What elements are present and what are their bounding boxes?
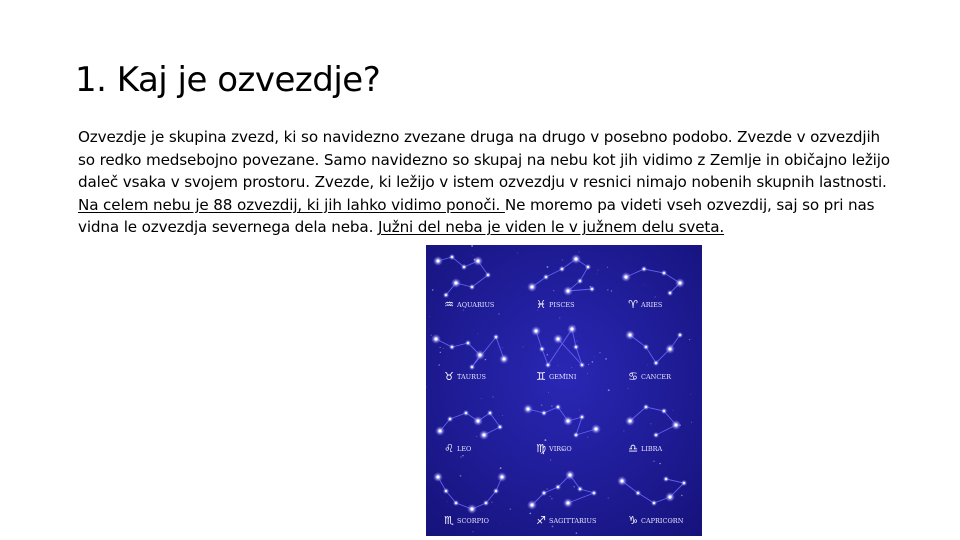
star xyxy=(663,272,665,274)
background-star xyxy=(517,253,518,254)
star xyxy=(663,410,665,412)
background-star xyxy=(550,496,551,497)
background-star xyxy=(588,364,589,365)
background-star xyxy=(440,352,441,353)
background-star xyxy=(605,358,607,360)
background-star xyxy=(562,260,563,261)
background-star xyxy=(573,486,575,488)
zodiac-constellations-image xyxy=(426,245,702,536)
star xyxy=(451,256,453,258)
background-star xyxy=(608,498,609,499)
star xyxy=(471,286,473,288)
background-star xyxy=(576,532,577,533)
star xyxy=(581,364,583,366)
background-star xyxy=(553,290,554,291)
body-paragraph xyxy=(78,126,890,239)
star xyxy=(683,482,685,484)
zodiac-glyph-icon: ♊ xyxy=(536,370,546,383)
background-star xyxy=(460,475,462,477)
background-star xyxy=(577,341,578,342)
star xyxy=(643,268,645,270)
background-star xyxy=(485,359,487,361)
background-star xyxy=(689,339,690,340)
background-star xyxy=(438,364,440,366)
background-star xyxy=(498,313,500,315)
paragraph-sentence-3: Ne moremo pa videti vseh ozvezdij, saj so pri nas vidna le ozvezdja severnega dela neba. xyxy=(78,195,875,237)
star xyxy=(479,354,482,357)
paragraph-underlined-88-constellations: Na celem nebu je 88 ozvezdij, ki jih lahko vidimo ponoči. xyxy=(78,195,505,214)
star xyxy=(655,434,657,436)
star xyxy=(463,266,465,268)
background-star xyxy=(544,439,546,441)
star xyxy=(437,260,440,263)
background-star xyxy=(579,251,580,252)
star xyxy=(471,366,473,368)
star xyxy=(445,490,447,492)
background-star xyxy=(547,266,549,268)
star xyxy=(541,348,543,350)
background-star xyxy=(548,392,549,393)
star xyxy=(545,276,547,278)
zodiac-label: ARIES xyxy=(641,301,663,309)
star xyxy=(621,480,624,483)
background-star xyxy=(592,361,594,363)
star xyxy=(477,420,480,423)
zodiac-label: PISCES xyxy=(549,301,575,309)
star xyxy=(587,266,589,268)
star xyxy=(437,476,440,479)
background-star xyxy=(431,334,432,335)
star xyxy=(571,328,574,331)
zodiac-label: SCORPIO xyxy=(457,517,489,525)
star xyxy=(543,412,545,414)
zodiac-glyph-icon: ♎ xyxy=(628,442,638,455)
background-star xyxy=(571,367,572,368)
star xyxy=(501,476,504,479)
star xyxy=(489,412,491,414)
background-star xyxy=(558,365,559,366)
star xyxy=(543,492,545,494)
background-star xyxy=(647,365,648,366)
background-star xyxy=(611,290,612,291)
background-star xyxy=(655,296,656,297)
star xyxy=(495,336,497,338)
background-star xyxy=(607,267,608,268)
star xyxy=(499,426,501,428)
background-star xyxy=(561,408,562,409)
background-star xyxy=(432,289,434,291)
background-star xyxy=(502,415,503,416)
zodiac-label: VIRGO xyxy=(549,445,572,453)
background-star xyxy=(502,347,503,348)
star xyxy=(483,434,486,437)
zodiac-label: CAPRICORN xyxy=(641,517,684,525)
star xyxy=(561,268,563,270)
star xyxy=(455,282,458,285)
star xyxy=(653,502,655,504)
zodiac-label: GEMINI xyxy=(549,373,577,381)
star xyxy=(593,492,595,494)
star xyxy=(581,416,583,418)
title-text: Kaj je ozvezdje? xyxy=(116,60,381,100)
background-star xyxy=(500,467,502,469)
star xyxy=(435,338,438,341)
background-star xyxy=(672,410,673,411)
star xyxy=(625,276,628,279)
star xyxy=(645,406,647,408)
star xyxy=(557,406,559,408)
star xyxy=(495,490,497,492)
zodiac-glyph-icon: ♍ xyxy=(536,442,546,455)
paragraph-sentence-1: Ozvezdje je skupina zvezd, ki so navidezno zvezane druga na drugo v posebno podobo. Zvezde v ozvezdjih so redko medsebojno povezane. Samo navidezno so skupaj na nebu kot jih vidimo z Zemlje in običajno ležijo daleč vsaka v svojem prostoru. Zvezde, ki ležijo v istem ozvezdju v resnici nimajo nobenih skupnih lastnosti. xyxy=(78,128,890,192)
star xyxy=(439,430,442,433)
star xyxy=(669,348,672,351)
zodiac-glyph-icon: ♐ xyxy=(536,514,546,527)
star xyxy=(637,492,639,494)
star xyxy=(567,502,570,505)
star xyxy=(579,280,581,282)
zodiac-label: SAGITTARIUS xyxy=(549,517,597,525)
background-star xyxy=(597,274,598,275)
background-star xyxy=(547,354,548,355)
star xyxy=(531,504,534,507)
star xyxy=(451,346,453,348)
background-star xyxy=(594,356,595,357)
background-star xyxy=(653,461,654,462)
background-star xyxy=(691,422,692,423)
background-star xyxy=(587,373,588,374)
star xyxy=(665,478,667,480)
background-star xyxy=(460,456,462,458)
background-star xyxy=(546,488,547,489)
star xyxy=(629,420,632,423)
star xyxy=(503,358,506,361)
background-star xyxy=(599,352,600,353)
star xyxy=(567,290,570,293)
background-star xyxy=(472,531,473,532)
title-number: 1. xyxy=(75,60,107,100)
star xyxy=(449,418,451,420)
zodiac-label: LEO xyxy=(457,445,472,453)
star xyxy=(575,258,578,261)
background-star xyxy=(440,347,441,348)
zodiac-label: TAURUS xyxy=(457,373,486,381)
zodiac-glyph-icon: ♓ xyxy=(536,298,546,311)
zodiac-glyph-icon: ♑ xyxy=(628,514,638,527)
background-star xyxy=(681,495,683,497)
star xyxy=(557,338,560,341)
zodiac-glyph-icon: ♒ xyxy=(444,298,454,311)
background-star xyxy=(481,398,482,399)
star xyxy=(547,364,549,366)
paragraph-underlined-southern-sky: Južni del neba je viden le v južnem delu sveta. xyxy=(377,218,725,237)
star xyxy=(655,362,657,364)
star xyxy=(477,260,480,263)
star xyxy=(487,274,489,276)
zodiac-glyph-icon: ♌ xyxy=(444,442,454,455)
zodiac-label: CANCER xyxy=(641,373,671,381)
star xyxy=(471,508,474,511)
star xyxy=(527,408,530,411)
background-star xyxy=(477,333,478,334)
zodiac-glyph-icon: ♏ xyxy=(444,514,454,527)
star xyxy=(575,346,577,348)
star xyxy=(485,502,487,504)
zodiac-glyph-icon: ♈ xyxy=(628,298,638,311)
star xyxy=(531,286,534,289)
background-star xyxy=(476,436,477,437)
background-star xyxy=(623,431,624,432)
background-star xyxy=(551,405,553,407)
star xyxy=(569,474,572,477)
star xyxy=(591,288,593,290)
star xyxy=(455,502,457,504)
background-star xyxy=(492,396,493,397)
star xyxy=(579,488,581,490)
star xyxy=(535,330,538,333)
background-star xyxy=(690,394,691,395)
star xyxy=(679,282,682,285)
background-star xyxy=(491,502,492,503)
background-star xyxy=(529,513,531,515)
background-star xyxy=(429,316,430,317)
star xyxy=(557,486,559,488)
background-star xyxy=(510,508,511,509)
zodiac-label: LIBRA xyxy=(641,445,663,453)
zodiac-glyph-icon: ♉ xyxy=(444,370,454,383)
background-star xyxy=(462,455,463,456)
zodiac-label: AQUARIUS xyxy=(457,301,495,309)
slide-title xyxy=(75,58,380,102)
star xyxy=(465,412,467,414)
star xyxy=(567,420,570,423)
background-star xyxy=(523,347,524,348)
star xyxy=(675,424,678,427)
background-star xyxy=(659,463,660,464)
star xyxy=(467,342,469,344)
background-star xyxy=(447,501,448,502)
star xyxy=(669,496,672,499)
background-star xyxy=(579,410,580,411)
star xyxy=(575,434,577,436)
background-star xyxy=(644,284,645,285)
background-star xyxy=(598,270,599,271)
background-star xyxy=(607,289,609,291)
star xyxy=(645,346,647,348)
background-star xyxy=(471,245,473,247)
background-star xyxy=(608,389,610,391)
star xyxy=(669,292,671,294)
star xyxy=(679,334,681,336)
background-star xyxy=(551,498,552,499)
background-star xyxy=(587,437,588,438)
background-star xyxy=(552,525,554,527)
background-star xyxy=(472,256,473,257)
background-star xyxy=(443,348,444,349)
star xyxy=(595,428,598,431)
background-star xyxy=(463,309,464,310)
star xyxy=(445,294,447,296)
background-star xyxy=(628,388,629,389)
background-star xyxy=(650,423,651,424)
zodiac-glyph-icon: ♋ xyxy=(628,370,638,383)
background-star xyxy=(550,459,551,460)
background-star xyxy=(499,523,500,524)
background-star xyxy=(559,317,560,318)
star xyxy=(629,334,632,337)
background-star xyxy=(541,404,543,406)
